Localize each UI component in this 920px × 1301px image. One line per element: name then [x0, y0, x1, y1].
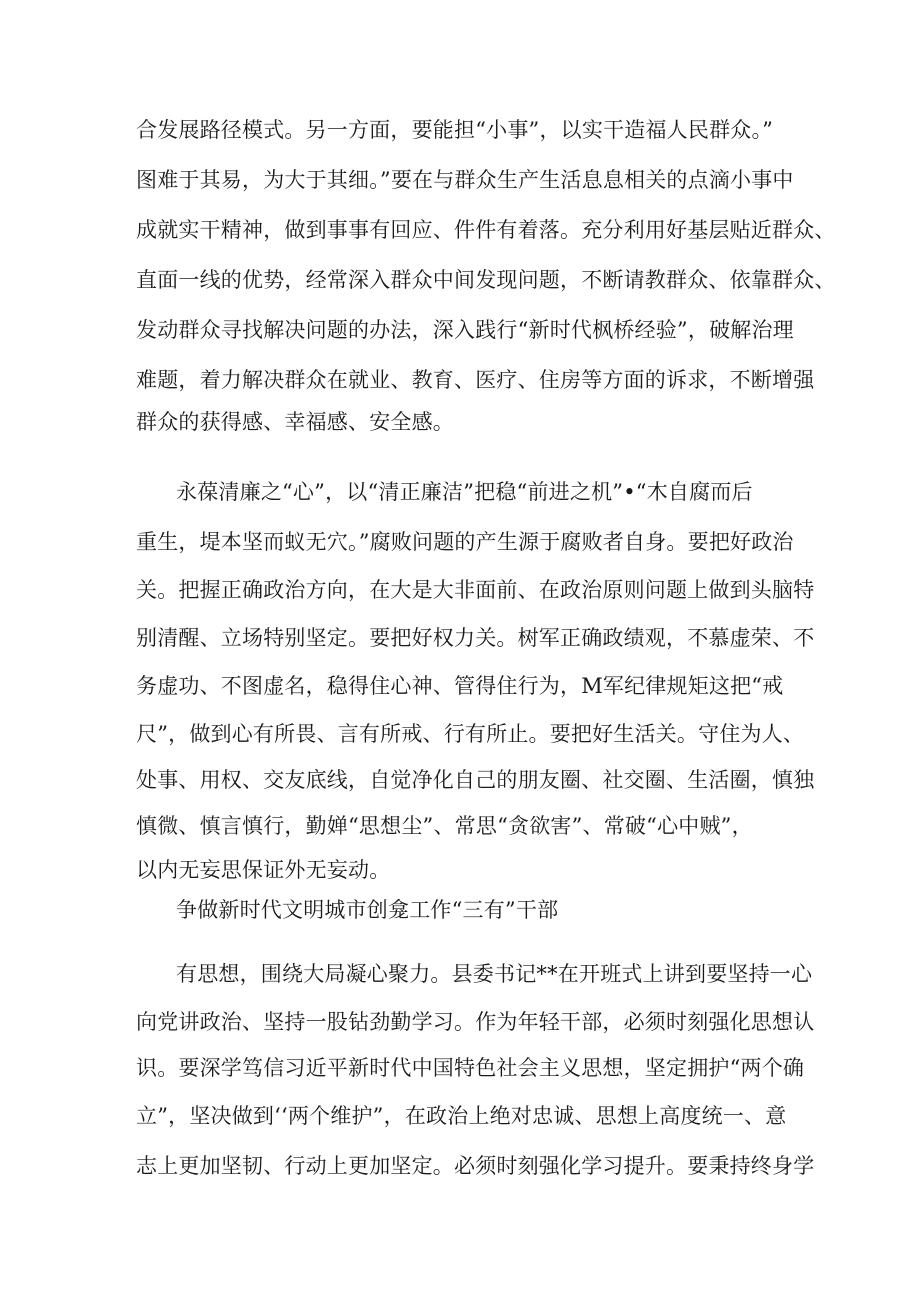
text-line: 难题，着力解决群众在就业、教育、医疗、住房等方面的诉求，不断增强	[136, 368, 815, 392]
text-line: 重生，堤本坚而蚁无穴。”腐败问题的产生源于腐败者自身。要把好政治	[136, 530, 794, 554]
paragraph-lead-line: 有思想，围绕大局凝心聚力。县委书记**在开班式上讲到要坚持一心	[176, 962, 813, 986]
text-line: 务虚功、不图虚名，稳得住心神、管得住行为，M军纪律规矩这把“戒	[136, 674, 784, 698]
text-line: 群众的获得感、幸福感、安全感。	[136, 410, 454, 434]
section-heading: 争做新时代文明城市创龛工作“三有”干部	[176, 898, 559, 922]
paragraph-lead-line: 永葆清廉之“心”，以“清正廉洁”把稳“前进之机”•“木自腐而后	[176, 480, 753, 504]
text-line: 成就实干精神，做到事事有回应、件件有着落。充分利用好基层贴近群众、	[136, 218, 836, 242]
text-line: 图难于其易，为大于其细。”要在与群众生产生活息息相关的点滴小事中	[136, 168, 794, 192]
text-line: 直面一线的优势，经常深入群众中间发现问题，不断请教群众、依靠群众、	[136, 268, 836, 292]
text-line: 别清醒、立场特别坚定。要把好权力关。树军正确政绩观，不慕虚荣、不	[136, 626, 815, 650]
text-line: 识。要深学笃信习近平新时代中国特色社会主义思想，坚定拥护“两个确	[136, 1056, 805, 1080]
text-line: 慎微、慎言慎行，勤婵“思想尘”、常思“贪欲害”、常破“心中贼”，	[136, 814, 753, 838]
text-line: 立”，坚决做到‘‘两个维护”，在政治上绝对忠诚、思想上高度统一、意	[136, 1104, 787, 1128]
text-line: 志上更加坚韧、行动上更加坚定。必须时刻强化学习提升。要秉持终身学	[136, 1154, 815, 1178]
text-line: 向党讲政治、坚持一股钻劲勤学习。作为年轻干部，必须时刻强化思想认	[136, 1010, 815, 1034]
text-line: 处事、用权、交友底线，自觉净化自己的朋友圈、社交圈、生活圈，慎独	[136, 768, 815, 792]
text-line: 关。把握正确政治方向，在大是大非面前、在政治原则问题上做到头脑特	[136, 578, 815, 602]
text-line: 尺”，做到心有所畏、言有所戒、行有所止。要把好生活关。守住为人、	[136, 722, 805, 746]
text-line: 以内无妄思保证外无妄动。	[136, 858, 391, 882]
text-line: 合发展路径模式。另一方面，要能担“小事”，以实干造福人民群众。”	[136, 118, 774, 142]
text-line: 发动群众寻找解决问题的办法，深入践行“新时代枫桥经验”，破解治理	[136, 318, 794, 342]
